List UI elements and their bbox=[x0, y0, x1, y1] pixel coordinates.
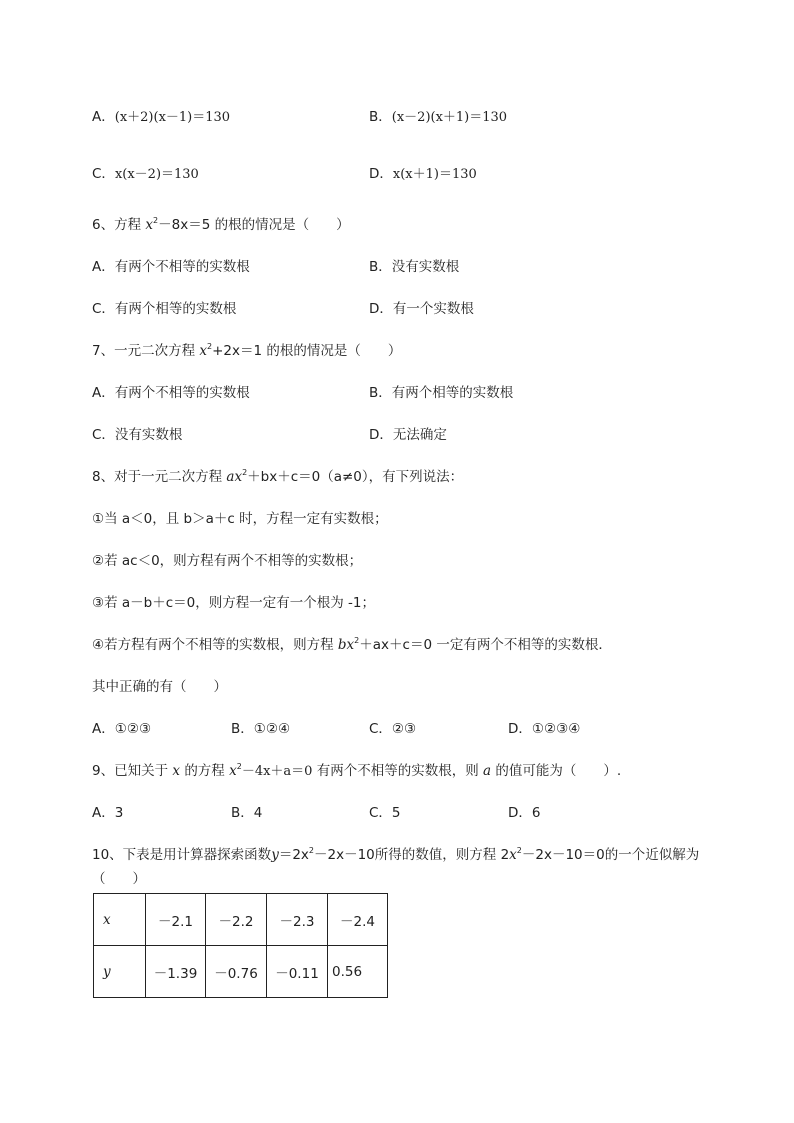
q7-stem bbox=[92, 341, 401, 361]
stem-equation: －4x＋a＝0 bbox=[241, 764, 313, 779]
stem-equation: －2x－10＝0 bbox=[521, 847, 605, 863]
q8-option-a: A．①②③ bbox=[92, 721, 152, 737]
stem-equation: ＝2x bbox=[278, 847, 309, 863]
option-equation: (x－2)(x＋1)＝130 bbox=[391, 110, 508, 125]
var-a: a bbox=[483, 763, 492, 779]
option-label: D． bbox=[369, 166, 393, 182]
stem-text: 10、下表是用计算器探索函数 bbox=[92, 847, 272, 863]
table-row bbox=[94, 894, 388, 946]
var-x: x bbox=[229, 763, 237, 779]
option-equation: x(x－2)＝130 bbox=[114, 167, 199, 182]
table-cell: －2.1 bbox=[146, 894, 206, 946]
q7-option-d: D．无法确定 bbox=[369, 427, 447, 443]
var-x: x bbox=[509, 847, 517, 863]
q8-statement-4 bbox=[92, 635, 612, 655]
option-equation: x(x＋1)＝130 bbox=[392, 167, 477, 182]
q10-stem: 10、下表是用计算器探索函数$y=2x^2-2x-10$所得的数值，则方程 $2x^2-2x-10=0$的一个近似解为 bbox=[92, 846, 700, 863]
q8-option-c: C．②③ bbox=[369, 721, 417, 737]
q10-answer-paren: （ ） bbox=[92, 871, 146, 887]
table-cell: －2.3 bbox=[267, 894, 328, 946]
stem-equation: －2x－10 bbox=[314, 847, 375, 863]
q10-value-table bbox=[93, 893, 388, 998]
table-cell: －2.2 bbox=[206, 894, 267, 946]
q8-statement-1: ①当 a＜0，且 b＞a＋c 时，方程一定有实数根； bbox=[92, 511, 388, 527]
stem-text: 8、对于一元二次方程 bbox=[92, 469, 223, 485]
exponent: 2 bbox=[153, 216, 159, 225]
stem-equation: ＋bx＋c＝0（a≠0） bbox=[247, 469, 369, 485]
stem-text: 的值可能为（ ）. bbox=[495, 763, 622, 779]
q9-option-b: B．4 bbox=[231, 805, 263, 821]
q6-option-a: A．有两个不相等的实数根 bbox=[92, 259, 250, 275]
option-label: A． bbox=[92, 109, 115, 125]
stem-text: 一定有两个不相等的实数根． bbox=[436, 637, 612, 653]
exponent: 2 bbox=[242, 468, 248, 477]
exponent: 2 bbox=[207, 342, 213, 351]
table-cell: －0.76 bbox=[206, 946, 267, 998]
stem-text: 6、方程 bbox=[92, 217, 142, 233]
table-cell: 0.56 bbox=[328, 946, 388, 998]
exponent: 2 bbox=[516, 846, 522, 855]
q5-option-b bbox=[369, 107, 507, 128]
var-x: x bbox=[145, 217, 154, 233]
q9-option-d: D．6 bbox=[508, 805, 541, 821]
stem-text: 的一个近似解为 bbox=[604, 847, 700, 863]
table-row-label: y bbox=[94, 946, 146, 998]
q8-statement-3: ③若 a－b＋c＝0，则方程一定有一个根为 -1； bbox=[92, 595, 375, 611]
stem-text: 7、一元二次方程 bbox=[92, 343, 196, 359]
table-cell: －0.11 bbox=[267, 946, 328, 998]
var-ax: ax bbox=[226, 469, 243, 485]
stem-equation: ＋ax＋c＝0 bbox=[359, 637, 433, 653]
var-x: x bbox=[199, 343, 208, 359]
q6-stem bbox=[92, 215, 350, 235]
q7-option-c: C．没有实数根 bbox=[92, 427, 183, 443]
stem-text: ，有下列说法： bbox=[368, 469, 464, 485]
stem-text: 的根的情况是（ ） bbox=[214, 217, 350, 233]
option-equation: (x＋2)(x－1)＝130 bbox=[114, 110, 231, 125]
var-x: x bbox=[172, 763, 181, 779]
q5-option-d bbox=[369, 164, 477, 185]
q6-option-d: D．有一个实数根 bbox=[369, 301, 474, 317]
stem-text: 的根的情况是（ ） bbox=[266, 343, 402, 359]
q5-option-c bbox=[92, 164, 199, 185]
q9-option-c: C．5 bbox=[369, 805, 401, 821]
q8-option-d: D．①②③④ bbox=[508, 721, 581, 737]
q8-stem bbox=[92, 467, 463, 487]
stem-text: 所得的数值，则方程 bbox=[374, 847, 497, 863]
stem-text: 9、已知关于 bbox=[92, 763, 169, 779]
table-cell: －2.4 bbox=[328, 894, 388, 946]
table-cell: －1.39 bbox=[146, 946, 206, 998]
option-label: C． bbox=[92, 166, 115, 182]
q9-option-a: A．3 bbox=[92, 805, 124, 821]
table-row bbox=[94, 946, 388, 998]
var-y: y bbox=[271, 847, 279, 863]
table-row-label: x bbox=[94, 894, 146, 946]
exponent: 2 bbox=[236, 762, 242, 771]
stem-equation: +2x＝1 bbox=[212, 343, 263, 359]
q6-option-c: C．有两个相等的实数根 bbox=[92, 301, 237, 317]
q7-option-a: A．有两个不相等的实数根 bbox=[92, 385, 250, 401]
q6-option-b: B．没有实数根 bbox=[369, 259, 460, 275]
q7-option-b: B．有两个相等的实数根 bbox=[369, 385, 514, 401]
stem-equation: －8x＝5 bbox=[158, 217, 211, 233]
stem-text: 有两个不相等的实数根，则 bbox=[316, 763, 479, 779]
stem-text: ④若方程有两个不相等的实数根，则方程 bbox=[92, 637, 334, 653]
q8-option-b: B．①②④ bbox=[231, 721, 291, 737]
var-bx: bx bbox=[337, 637, 355, 653]
exponent: 2 bbox=[354, 636, 360, 645]
exponent: 2 bbox=[308, 846, 315, 855]
q8-statement-2: ②若 ac＜0，则方程有两个不相等的实数根； bbox=[92, 553, 363, 569]
stem-text: 的方程 bbox=[184, 763, 225, 779]
q9-stem bbox=[92, 761, 621, 782]
q5-option-a bbox=[92, 107, 230, 128]
q8-ask: 其中正确的有（ ） bbox=[92, 679, 227, 695]
option-label: B． bbox=[369, 109, 392, 125]
